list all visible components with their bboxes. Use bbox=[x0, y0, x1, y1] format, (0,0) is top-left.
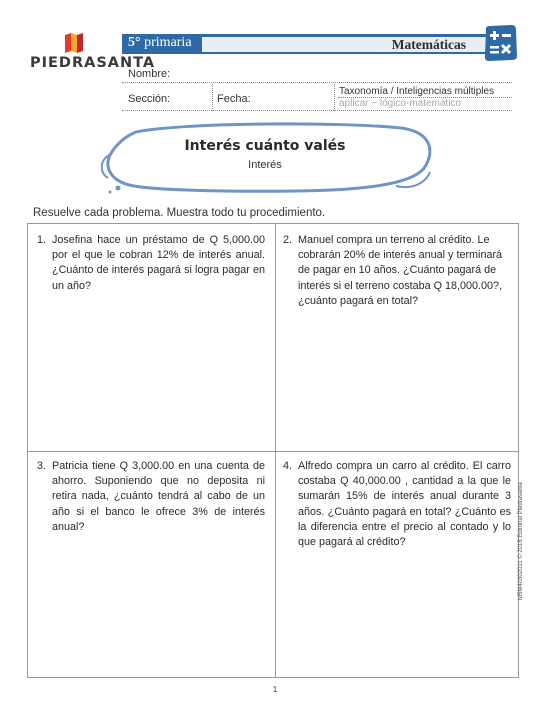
grade-label bbox=[128, 35, 192, 51]
taxonomy-value: aplicar ~ lógico-matemático bbox=[339, 98, 461, 109]
grade-number: 5° bbox=[128, 35, 141, 50]
math-operations-icon bbox=[482, 24, 518, 62]
problem-number: 2. bbox=[283, 234, 293, 246]
name-line[interactable] bbox=[122, 82, 512, 83]
copyright-code: M5M40302011 © 2018 Editorial Piedrasanta bbox=[518, 482, 524, 600]
problem-text: Patricia tiene Q 3,000.00 en una cuenta de ahorro. Suponiendo que no deposita ni retira nada, ¿cuánto tendrá al cabo de un año si el banco le ofrece 3% de interés anual? bbox=[52, 460, 265, 533]
name-label: Nombre: bbox=[128, 68, 171, 80]
instructions-text: Resuelve cada problema. Muestra todo tu procedimiento. bbox=[33, 207, 326, 219]
page-number: 1 bbox=[272, 685, 278, 694]
field-divider bbox=[334, 84, 335, 111]
problem-text: Manuel compra un terreno al crédito. Le cobrarán 20% de interés anual y terminará de pagar en 10 años. ¿Cuánto pagará de interés si el terreno costaba Q 18,000.00?, ¿cuánto pagará en total? bbox=[298, 234, 503, 307]
worksheet-subtitle: Interés bbox=[248, 159, 282, 171]
field-divider bbox=[212, 84, 213, 111]
problem-number: 4. bbox=[283, 460, 293, 472]
problem-number: 1. bbox=[37, 234, 47, 246]
grid-divider-horizontal bbox=[27, 451, 519, 452]
section-label: Sección: bbox=[128, 93, 171, 105]
brand-logo-text: PIEDRASANTA bbox=[30, 55, 156, 71]
piedrasanta-logo-icon bbox=[63, 31, 85, 55]
worksheet-title: Interés cuánto valés bbox=[184, 138, 346, 154]
subject-title: Matemáticas bbox=[391, 37, 466, 52]
taxonomy-label: Taxonomía / Inteligencias múltiples bbox=[339, 86, 495, 97]
problem-text: Josefina hace un préstamo de Q 5,000.00 por el que le cobran 12% de interés anual. ¿Cuánto de interés pagará si logra pagar en un año? bbox=[52, 234, 265, 292]
date-label: Fecha: bbox=[217, 93, 251, 105]
section-line[interactable] bbox=[122, 110, 512, 111]
taxonomy-divider-line bbox=[338, 97, 512, 98]
problem-text: Alfredo compra un carro al crédito. El carro costaba Q 40,000.00 , cantidad a la que le sumarán 15% de interés anual durante 3 años. ¿Cuánto pagará en total? ¿Cuánto es la diferencia entre el precio al contado y lo que pagará al crédito? bbox=[298, 460, 511, 549]
problem-number: 3. bbox=[37, 460, 47, 472]
grade-level: primaria bbox=[144, 35, 192, 50]
